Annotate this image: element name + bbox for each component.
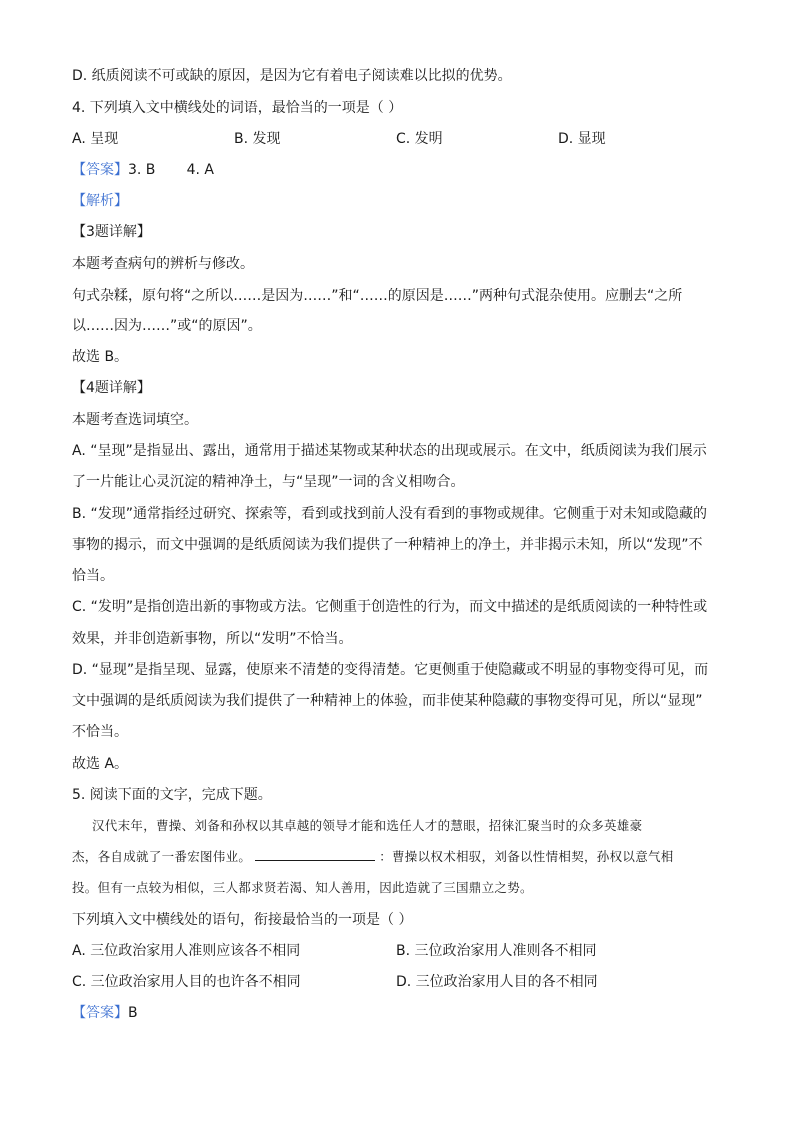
passage-line-2 [72,847,674,867]
q5-prompt: 下列填入文中横线处的语句，衔接最恰当的一项是（ ） [72,912,413,928]
q4-text-8: 效果，并非创造新事物，所以“发明”不恰当。 [72,631,353,647]
q4-text-5: 事物的揭示，而文中强调的是纸质阅读为我们提供了一种精神上的净土，并非揭示未知，所以“发现”不 [72,537,703,553]
q5-option-b: B. 三位政治家用人准则各不相同 [396,943,597,959]
q4-text-7: C. “发明”是指创造出新的事物或方法。它侧重于创造性的行为，而文中描述的是纸质阅读的一种特性或 [72,599,708,615]
q4-text-2: A. “呈现”是指显出、露出，通常用于描述某物或某种状态的出现或展示。在文中，纸质阅读为我们展示 [72,443,707,459]
answer-tag: 【答案】 [72,162,128,178]
q4-text-3: 了一片能让心灵沉淀的精神净土，与“呈现”一词的含义相吻合。 [72,474,465,490]
q4-option-c: C. 发明 [396,131,443,147]
q3-detail-heading: 【3题详解】 [72,224,151,240]
answer-line [72,160,214,180]
passage-line-2a: 杰，各自成就了一番宏图伟业。 [72,849,252,864]
q5-option-c: C. 三位政治家用人目的也许各不相同 [72,974,301,990]
q5-option-a: A. 三位政治家用人准则应该各不相同 [72,943,301,959]
q4-option-d: D. 显现 [558,131,606,147]
q4-text-4: B. “发现”通常指经过研究、探索等，看到或找到前人没有看到的事物或规律。它侧重于对未知或隐藏的 [72,506,708,522]
q4-detail-heading: 【4题详解】 [72,380,151,396]
analysis-tag: 【解析】 [72,193,128,209]
q5-option-d: D. 三位政治家用人目的各不相同 [396,974,598,990]
passage-line-1: 汉代末年，曹操、刘备和孙权以其卓越的领导才能和选任人才的慧眼，招徕汇聚当时的众多英雄豪 [92,818,643,833]
q4-conclusion: 故选 A。 [72,756,129,772]
q4-text-9: D. “显现”是指呈现、显露，使原来不清楚的变得清楚。它更侧重于使隐藏或不明显的事物变得可见，而 [72,662,709,678]
q3-text-3: 以……因为……”或“的原因”。 [72,318,262,334]
answer-5-line [72,1003,138,1023]
answer-5-tag: 【答案】 [72,1005,128,1021]
answer-values: 3. B 4. A [128,162,214,178]
question-5: 5. 阅读下面的文字，完成下题。 [72,787,272,803]
answer-5-value: B [128,1005,138,1021]
q4-option-b: B. 发现 [234,131,281,147]
passage-line-3: 投。但有一点较为相似，三人都求贤若渴、知人善用，因此造就了三国鼎立之势。 [72,880,533,895]
q4-text-6: 恰当。 [72,568,114,584]
passage-line-2b: ：曹操以权术相驭，刘备以性情相契，孙权以意气相 [379,849,674,864]
q3-text-2: 句式杂糅，原句将“之所以……是因为……”和“……的原因是……”两种句式混杂使用。应删去“之所 [72,288,683,304]
fill-in-blank [255,847,375,861]
q4-text-11: 不恰当。 [72,724,128,740]
question-4: 4. 下列填入文中横线处的词语，最恰当的一项是（ ） [72,100,403,116]
q4-text-10: 文中强调的是纸质阅读为我们提供了一种精神上的体验，而非使某种隐藏的事物变得可见，所以“显现” [72,693,703,709]
q3-text-1: 本题考查病句的辨析与修改。 [72,256,254,272]
q3-conclusion: 故选 B。 [72,349,129,365]
option-d-line: D. 纸质阅读不可或缺的原因，是因为它有着电子阅读难以比拟的优势。 [72,68,512,84]
q4-text-1: 本题考查选词填空。 [72,412,198,428]
q4-option-a: A. 呈现 [72,131,119,147]
